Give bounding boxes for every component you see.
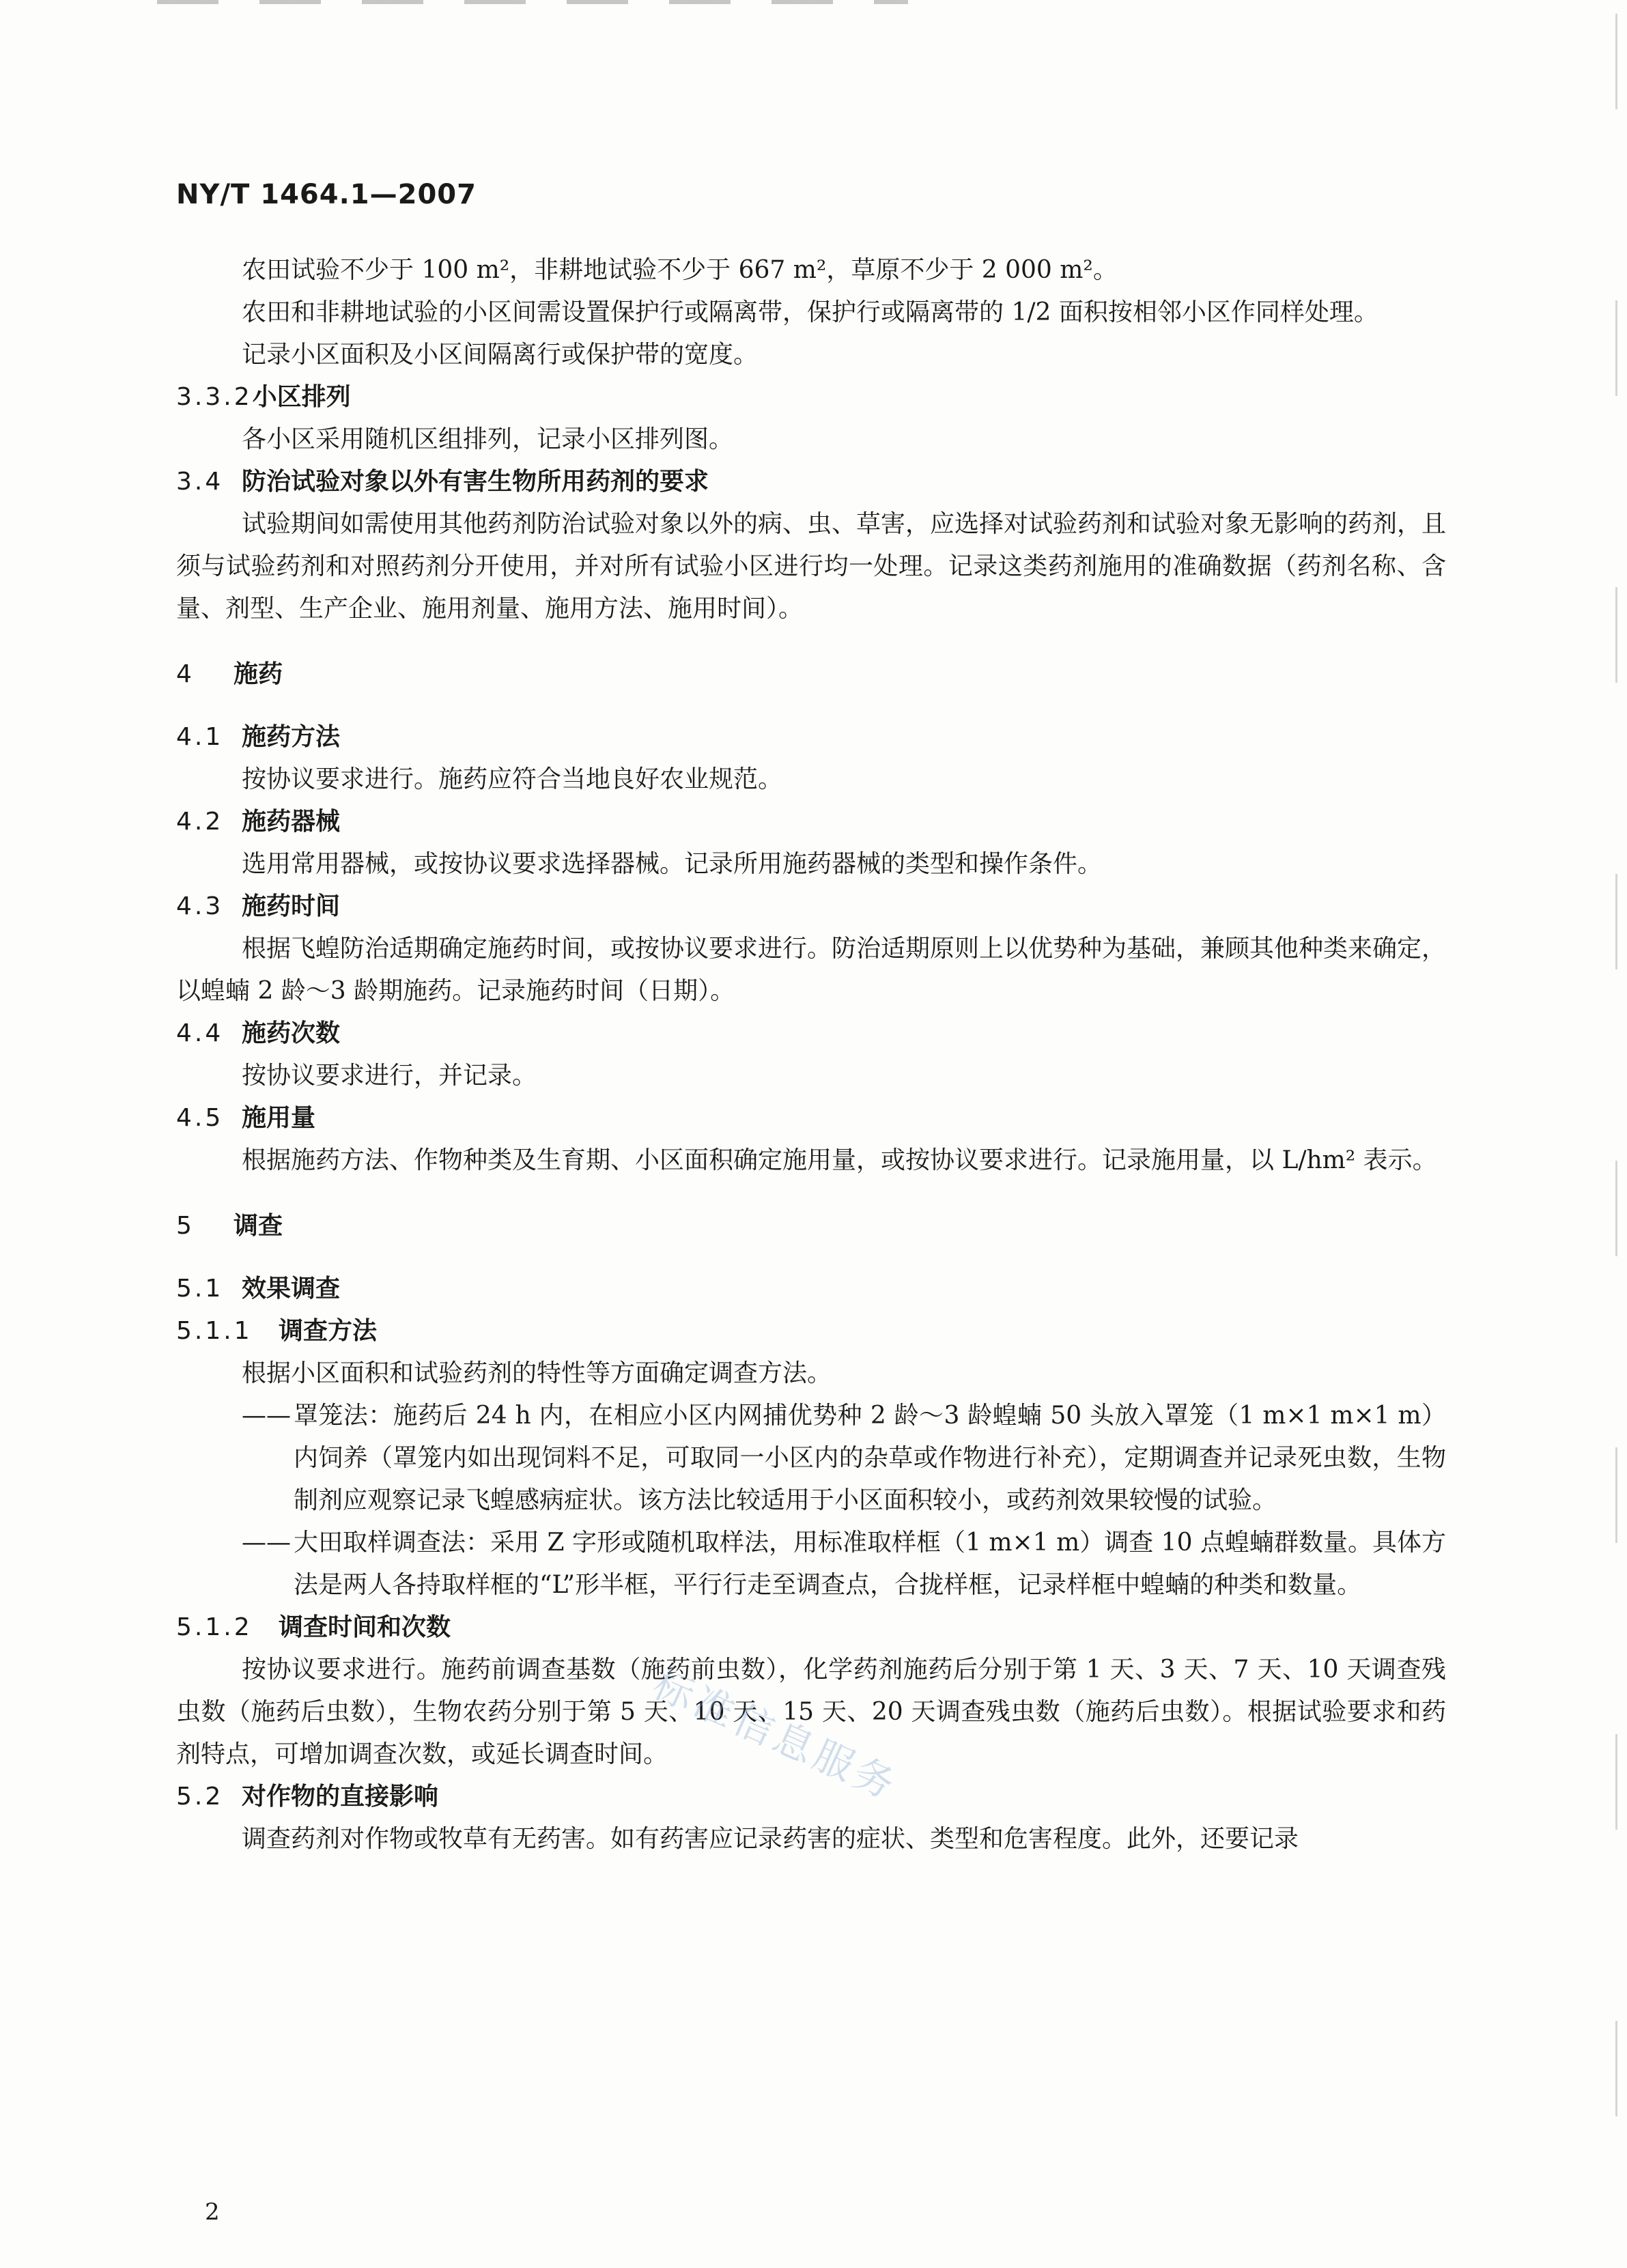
paragraph: 按协议要求进行。施药应符合当地良好农业规范。	[242, 765, 783, 793]
section-heading	[176, 1012, 1446, 1055]
section-number: 5	[176, 1212, 195, 1240]
section-number: 4.1	[176, 723, 224, 751]
section-title: 防治试验对象以外有害生物所用药剂的要求	[242, 468, 709, 496]
section-number: 4.3	[176, 892, 224, 920]
section-heading	[176, 885, 1446, 928]
paragraph: 农田和非耕地试验的小区间需设置保护行或隔离带，保护行或隔离带的 1/2 面积按相邻小区作同样处理。	[242, 298, 1378, 326]
section-title: 调查时间和次数	[279, 1613, 451, 1641]
section-title: 调查方法	[279, 1317, 378, 1345]
section-heading	[176, 801, 1446, 843]
section-title: 施药时间	[242, 892, 341, 920]
section-number: 5.1	[176, 1275, 224, 1303]
paragraph: 根据小区面积和试验药剂的特性等方面确定调查方法。	[242, 1359, 832, 1387]
section-number: 4	[176, 660, 195, 688]
paragraph: 试验期间如需使用其他药剂防治试验对象以外的病、虫、草害，应选择对试验药剂和试验对象无影响的药剂，且须与试验药剂和对照药剂分开使用，并对所有试验小区进行均一处理。记录这类药剂施用的准确数据（药剂名称、含量、剂型、生产企业、施用剂量、施用方法、施用时间）。	[176, 510, 1447, 623]
dash-list-item	[176, 1522, 1446, 1606]
section-heading	[176, 461, 1446, 503]
paragraph: 根据飞蝗防治适期确定施药时间，或按协议要求进行。防治适期原则上以优势种为基础，兼顾其他种类来确定，以蝗蝻 2 龄～3 龄期施药。记录施药时间（日期）。	[176, 935, 1447, 1005]
paragraph: 选用常用器械，或按协议要求选择器械。记录所用施药器械的类型和操作条件。	[242, 850, 1103, 878]
dash-marker: ——	[242, 1529, 291, 1557]
scan-edge-right	[1615, 14, 1617, 2226]
section-heading	[176, 1606, 1446, 1649]
section-heading	[176, 1268, 1446, 1310]
section-number: 5.1.2	[176, 1613, 253, 1641]
section-number: 3.4	[176, 468, 224, 496]
paragraph: 农田试验不少于 100 m²，非耕地试验不少于 667 m²，草原不少于 2 000 m²。	[242, 256, 1118, 284]
paragraph: 按协议要求进行。施药前调查基数（施药前虫数），化学药剂施药后分别于第 1 天、3 天、7 天、10 天调查残虫数（施药后虫数），生物农药分别于第 5 天、10 天、15 天、20 天调查残虫数（施药后虫数）。根据试验要求和药剂特点，可增加调查次数，或延长调查时间。	[176, 1656, 1446, 1768]
watermark-text: 标准信息服务	[647, 1660, 905, 1810]
chapter-heading	[176, 653, 1446, 696]
section-number: 4.5	[176, 1104, 224, 1132]
paragraph: 调查药剂对作物或牧草有无药害。如有药害应记录药害的症状、类型和危害程度。此外，还要记录	[242, 1825, 1299, 1853]
section-number: 5.2	[176, 1783, 224, 1811]
section-title: 施药方法	[242, 723, 341, 751]
section-number: 4.2	[176, 808, 224, 836]
section-title: 施药器械	[242, 808, 341, 836]
paragraph: 记录小区面积及小区间隔离行或保护带的宽度。	[242, 341, 759, 369]
scan-edge-top	[157, 0, 908, 4]
section-number: 5.1.1	[176, 1317, 253, 1345]
paragraph: 按协议要求进行，并记录。	[242, 1062, 537, 1090]
section-number: 4.4	[176, 1019, 224, 1047]
section-title: 施用量	[242, 1104, 316, 1132]
paragraph: 各小区采用随机区组排列，记录小区排列图。	[242, 425, 734, 453]
section-heading	[176, 716, 1446, 759]
section-title: 对作物的直接影响	[242, 1783, 439, 1811]
section-heading	[176, 1097, 1446, 1139]
dash-item-text: 罩笼法：施药后 24 h 内，在相应小区内网捕优势种 2 龄～3 龄蝗蝻 50 头放入罩笼（1 m×1 m×1 m）内饲养（罩笼内如出现饲料不足，可取同一小区内的杂草或作物进行补充），定期调查并记录死虫数，生物制剂应观察记录飞蝗感病症状。该方法比较适用于小区面积较小，或药剂效果较慢的试验。	[294, 1402, 1446, 1514]
dash-list-item	[176, 1395, 1446, 1522]
paragraph: 根据施药方法、作物种类及生育期、小区面积确定施用量，或按协议要求进行。记录施用量，以 L/hm² 表示。	[242, 1146, 1437, 1174]
section-title: 施药次数	[242, 1019, 341, 1047]
section-title: 效果调查	[242, 1275, 341, 1303]
standard-code-header: NY/T 1464.1—2007	[176, 179, 477, 210]
document-body	[176, 249, 1446, 1860]
section-title: 小区排列	[252, 383, 351, 411]
section-heading	[176, 1776, 1446, 1818]
dash-item-text: 大田取样调查法：采用 Z 字形或随机取样法，用标准取样框（1 m×1 m）调查 10 点蝗蝻群数量。具体方法是两人各持取样框的“L”形半框，平行行走至调查点，合拢样框，记录样框中蝗蝻的种类和数量。	[294, 1529, 1446, 1599]
section-title: 施药	[234, 660, 283, 688]
dash-marker: ——	[242, 1402, 291, 1430]
section-number: 3.3.2	[176, 383, 253, 411]
chapter-heading	[176, 1205, 1446, 1247]
section-heading	[176, 376, 1446, 419]
section-heading	[176, 1310, 1446, 1352]
page-number: 2	[205, 2198, 220, 2226]
section-title: 调查	[234, 1212, 283, 1240]
